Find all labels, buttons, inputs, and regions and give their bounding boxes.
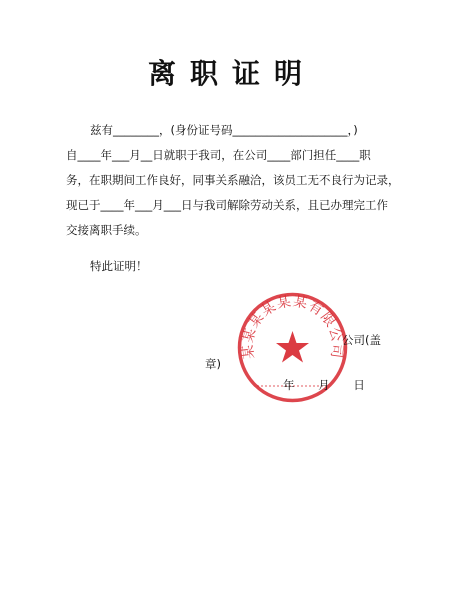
svg-text:某某某某某某有限公司: 某某某某某某有限公司 [239,293,346,360]
signature-company-line: 公司(盖 [342,333,381,347]
date-year-label: 年 [283,378,295,392]
body-line-3: 务，在职期间工作良好，同事关系融洽，该员工无不良行为记录， [66,173,400,187]
certificate-body [66,118,400,243]
document-title: 离职证明 [147,57,316,90]
body-line-2: 自____年___月__日就职于我司，在公司____部门担任____职 [66,148,371,162]
date-month-label: 月 [318,378,330,392]
signature-date [283,377,385,393]
date-day-label: 日 [353,378,365,392]
body-line-5: 交接离职手续。 [66,223,147,237]
closing-statement: 特此证明！ [90,259,148,273]
body-line-4: 现已于____年___月___日与我司解除劳动关系，且已办理完工作 [66,198,388,212]
signature-seal-end: 章) [205,357,221,371]
body-line-1: 兹有________，(身份证号码____________________，) [90,123,358,137]
